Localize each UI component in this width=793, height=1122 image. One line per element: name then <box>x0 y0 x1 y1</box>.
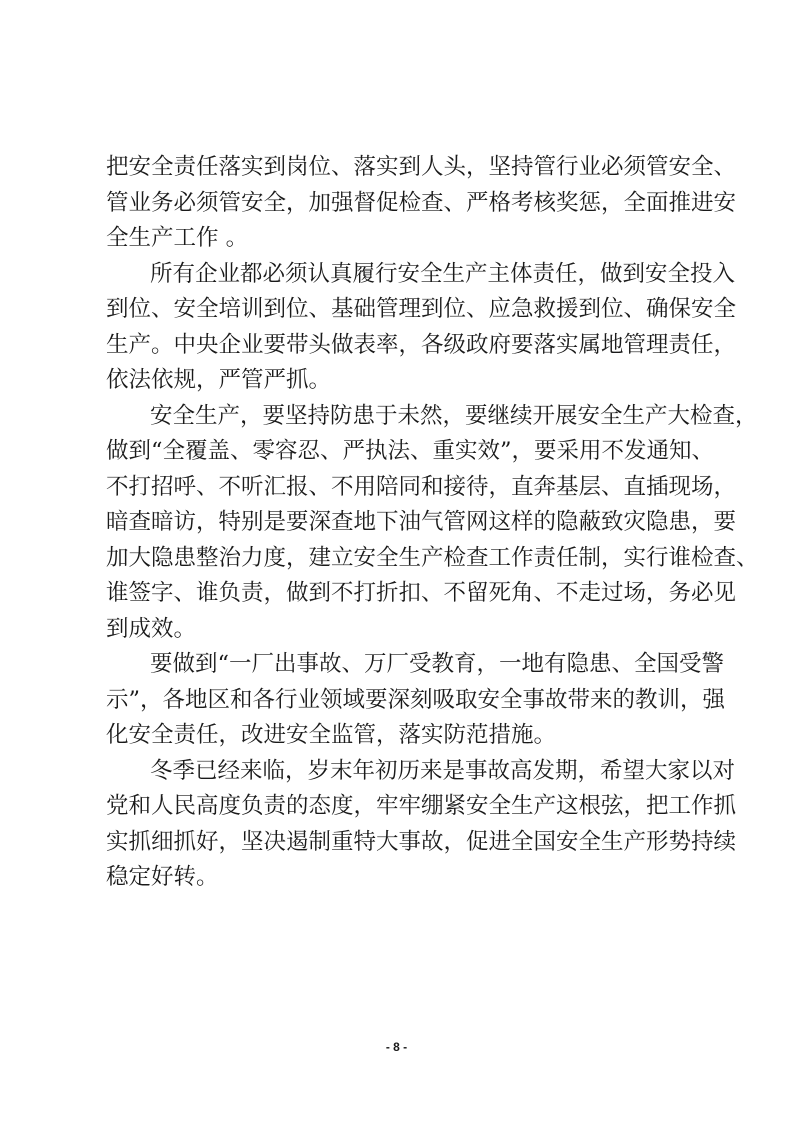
text-line: 示”，各地区和各行业领域要深刻吸取安全事故带来的教训，强 <box>106 686 726 713</box>
text-line: 做到“全覆盖、零容忍、严执法、重实效”，要采用不发通知、 <box>106 438 715 464</box>
text-line: 全生产工作 。 <box>106 225 249 251</box>
text-line: 到位、安全培训到位、基础管理到位、应急救援到位、确保安全 <box>106 296 737 322</box>
text-line: 暗查暗访，特别是要深查地下油气管网这样的隐蔽致灾隐患，要 <box>106 509 737 535</box>
text-line: 要做到“一厂出事故、万厂受教育，一地有隐患、全国受警 <box>150 651 725 677</box>
text-line: 实抓细抓好，坚决遏制重特大事故，促进全国安全生产形势持续 <box>106 828 737 855</box>
text-line: 不打招呼、不听汇报、不用陪同和接待，直奔基层、直插现场， <box>106 473 737 500</box>
page-number: - 8 - <box>385 1040 408 1054</box>
text-line: 依法依规，严管严抓。 <box>106 367 332 393</box>
text-line: 稳定好转。 <box>106 864 219 890</box>
text-line: 加大隐患整治力度，建立安全生产检查工作责任制，实行谁检查、 <box>106 544 759 571</box>
body-text <box>106 150 759 896</box>
text-line: 把安全责任落实到岗位、落实到人头，坚持管行业必须管安全、 <box>106 154 737 180</box>
text-line: 管业务必须管安全，加强督促检查、严格考核奖惩，全面推进安 <box>106 189 737 216</box>
text-line: 谁签字、谁负责，做到不打折扣、不留死角、不走过场，务必见 <box>106 580 737 606</box>
text-line: 生产。中央企业要带头做表率，各级政府要落实属地管理责任， <box>106 331 737 358</box>
text-line: 化安全责任，改进安全监管，落实防范措施。 <box>106 722 557 748</box>
text-line: 到成效。 <box>106 615 197 642</box>
text-line: 所有企业都必须认真履行安全生产主体责任，做到安全投入 <box>150 260 736 287</box>
text-line: 党和人民高度负责的态度，牢牢绷紧安全生产这根弦，把工作抓 <box>106 793 737 819</box>
text-line: 冬季已经来临，岁末年初历来是事故高发期，希望大家以对 <box>150 757 736 784</box>
text-line: 安全生产，要坚持防患于未然，要继续开展安全生产大检查， <box>150 402 758 429</box>
